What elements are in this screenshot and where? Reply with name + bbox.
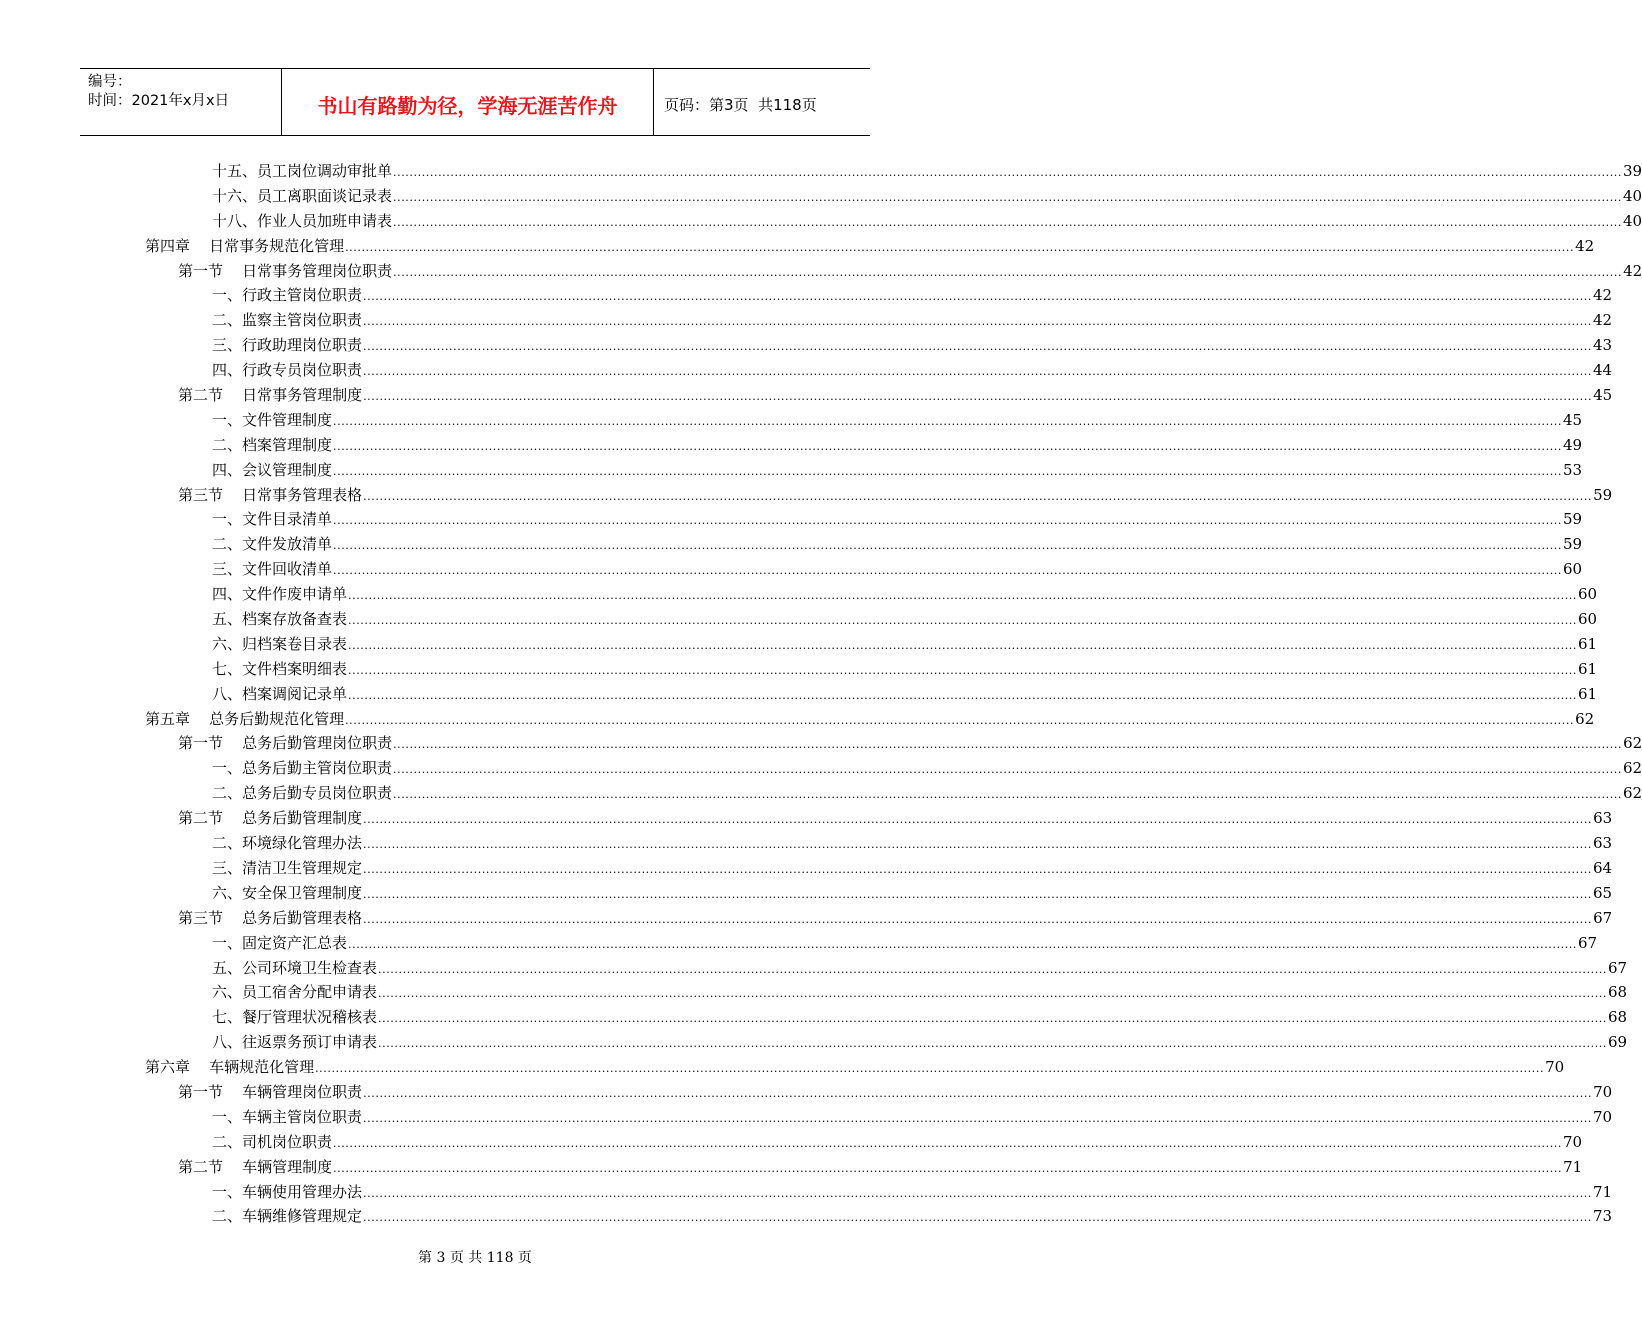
toc-entry[interactable] [0, 507, 1583, 532]
toc-leader-dots: ............................................................................................................................................................................................................................................................................................................ [363, 1186, 1592, 1200]
toc-entry-title: 三、文件回收清单 [212, 560, 333, 579]
toc-entry[interactable] [0, 657, 1598, 682]
toc-leader-dots: ............................................................................................................................................................................................................................................................................................................ [333, 564, 1562, 578]
toc-entry-title: 六、归档案卷目录表 [212, 634, 348, 653]
toc-entry[interactable] [0, 308, 1613, 333]
toc-entry[interactable] [0, 483, 1613, 508]
toc-entry-page: 71 [1563, 1157, 1583, 1176]
toc-entry-page: 62 [1623, 784, 1642, 803]
toc-leader-dots: ............................................................................................................................................................................................................................................................................................................ [333, 514, 1562, 528]
toc-entry-page: 62 [1575, 709, 1595, 728]
toc-entry-page: 71 [1593, 1182, 1613, 1201]
toc-entry[interactable] [0, 682, 1598, 707]
page-footer: 第 3 页 共 118 页 [418, 1250, 532, 1266]
toc-entry[interactable] [0, 333, 1613, 358]
toc-leader-dots: ............................................................................................................................................................................................................................................................................................................ [363, 838, 1592, 852]
toc-entry[interactable] [0, 1080, 1613, 1105]
toc-leader-dots: ............................................................................................................................................................................................................................................................................................................ [345, 240, 1575, 254]
toc-leader-dots: ............................................................................................................................................................................................................................................................................................................ [333, 539, 1562, 553]
toc-leader-dots: ............................................................................................................................................................................................................................................................................................................ [393, 190, 1622, 204]
toc-entry[interactable] [0, 532, 1583, 557]
toc-entry[interactable] [0, 632, 1598, 657]
toc-entry-page: 61 [1578, 659, 1598, 678]
toc-entry[interactable] [0, 906, 1613, 931]
toc-entry-title: 一、固定资产汇总表 [212, 933, 348, 952]
toc-entry-title: 十六、员工离职面谈记录表 [212, 186, 393, 205]
toc-entry-title: 十五、员工岗位调动审批单 [212, 162, 393, 180]
toc-entry-page: 70 [1545, 1058, 1565, 1077]
toc-entry[interactable] [0, 980, 1628, 1005]
header-motto: 书山有路勤为径，学海无涯苦作舟 [282, 69, 654, 135]
toc-leader-dots: ............................................................................................................................................................................................................................................................................................................ [333, 1161, 1563, 1175]
toc-entry-title: 第一节 总务后勤管理岗位职责 [178, 734, 393, 753]
toc-leader-dots: ............................................................................................................................................................................................................................................................................................................ [378, 1012, 1607, 1026]
toc-leader-dots: ............................................................................................................................................................................................................................................................................................................ [378, 1037, 1607, 1051]
toc-entry-title: 二、监察主管岗位职责 [212, 311, 363, 330]
toc-entry[interactable] [0, 1030, 1628, 1055]
toc-entry-title: 六、员工宿舍分配申请表 [212, 983, 378, 1002]
toc-leader-dots: ............................................................................................................................................................................................................................................................................................................ [393, 788, 1622, 802]
toc-entry-title: 三、清洁卫生管理规定 [212, 858, 363, 877]
toc-entry-page: 40 [1623, 186, 1642, 205]
toc-entry-page: 59 [1593, 485, 1613, 504]
toc-entry[interactable] [0, 557, 1583, 582]
toc-entry-title: 一、总务后勤主管岗位职责 [212, 759, 393, 778]
toc-entry-page: 53 [1563, 460, 1583, 479]
toc-leader-dots: ............................................................................................................................................................................................................................................................................................................ [393, 166, 1622, 179]
toc-leader-dots: ............................................................................................................................................................................................................................................................................................................ [348, 638, 1577, 652]
toc-leader-dots: ............................................................................................................................................................................................................................................................................................................ [363, 365, 1592, 379]
toc-leader-dots: ............................................................................................................................................................................................................................................................................................................ [333, 1136, 1562, 1150]
toc-leader-dots: ............................................................................................................................................................................................................................................................................................................ [348, 663, 1577, 677]
toc-entry-title: 第二节 车辆管理制度 [178, 1157, 333, 1176]
toc-entry-title: 七、文件档案明细表 [212, 659, 348, 678]
toc-entry-title: 二、总务后勤专员岗位职责 [212, 784, 393, 803]
toc-leader-dots: ............................................................................................................................................................................................................................................................................................................ [363, 315, 1592, 329]
toc-leader-dots: ............................................................................................................................................................................................................................................................................................................ [363, 1111, 1592, 1125]
toc-entry-page: 60 [1578, 610, 1598, 629]
toc-entry-page: 60 [1578, 585, 1598, 604]
toc-leader-dots: ............................................................................................................................................................................................................................................................................................................ [345, 713, 1575, 727]
toc-entry-title: 一、文件管理制度 [212, 410, 333, 429]
toc-entry-title: 五、档案存放备查表 [212, 610, 348, 629]
toc-entry-page: 40 [1623, 211, 1642, 230]
toc-entry[interactable] [0, 806, 1613, 831]
toc-entry[interactable] [0, 1204, 1613, 1229]
toc-entry-title: 四、会议管理制度 [212, 460, 333, 479]
toc-entry[interactable] [0, 881, 1613, 906]
toc-entry-page: 63 [1593, 834, 1613, 853]
table-of-contents [0, 159, 1642, 1229]
toc-leader-dots: ............................................................................................................................................................................................................................................................................................................ [393, 738, 1623, 752]
toc-leader-dots: ............................................................................................................................................................................................................................................................................................................ [363, 887, 1592, 901]
toc-entry[interactable] [0, 234, 1595, 259]
toc-leader-dots: ............................................................................................................................................................................................................................................................................................................ [393, 763, 1622, 777]
toc-entry[interactable] [0, 582, 1598, 607]
toc-entry[interactable] [0, 856, 1613, 881]
toc-entry-page: 62 [1623, 759, 1642, 778]
toc-entry-page: 45 [1593, 386, 1613, 405]
toc-entry[interactable] [0, 831, 1613, 856]
toc-entry-page: 45 [1563, 410, 1583, 429]
toc-entry[interactable] [0, 408, 1583, 433]
toc-entry[interactable] [0, 756, 1642, 781]
toc-entry-page: 61 [1578, 684, 1598, 703]
toc-entry-title: 二、文件发放清单 [212, 535, 333, 554]
toc-entry-title: 一、文件目录清单 [212, 510, 333, 529]
toc-entry[interactable] [0, 931, 1598, 956]
toc-entry-page: 65 [1593, 883, 1613, 902]
toc-entry-page: 60 [1563, 560, 1583, 579]
toc-entry-page: 62 [1623, 734, 1642, 753]
toc-entry-title: 第四章 日常事务规范化管理 [145, 236, 345, 255]
toc-entry[interactable] [0, 1130, 1583, 1155]
toc-entry-title: 七、餐厅管理状况稽核表 [212, 1008, 378, 1027]
toc-entry-title: 第三节 总务后勤管理表格 [178, 908, 363, 927]
toc-entry-page: 42 [1593, 286, 1613, 305]
toc-leader-dots: ............................................................................................................................................................................................................................................................................................................ [348, 937, 1577, 951]
toc-leader-dots: ............................................................................................................................................................................................................................................................................................................ [378, 962, 1607, 976]
toc-entry-page: 49 [1563, 435, 1583, 454]
toc-leader-dots: ............................................................................................................................................................................................................................................................................................................ [348, 614, 1577, 628]
toc-entry[interactable] [0, 159, 1642, 184]
document-number-label: 编号： [88, 74, 132, 90]
toc-leader-dots: ............................................................................................................................................................................................................................................................................................................ [363, 912, 1593, 926]
toc-entry-title: 第一节 车辆管理岗位职责 [178, 1082, 363, 1101]
toc-entry-title: 六、安全保卫管理制度 [212, 883, 363, 902]
toc-entry[interactable] [0, 184, 1642, 209]
toc-entry-page: 59 [1563, 510, 1583, 529]
toc-entry-title: 二、车辆维修管理规定 [212, 1207, 363, 1226]
toc-entry-page: 42 [1575, 236, 1595, 255]
toc-entry-page: 70 [1563, 1132, 1583, 1151]
toc-entry-title: 一、行政主管岗位职责 [212, 286, 363, 305]
toc-entry-page: 70 [1593, 1107, 1613, 1126]
toc-leader-dots: ............................................................................................................................................................................................................................................................................................................ [363, 862, 1592, 876]
toc-entry-title: 八、档案调阅记录单 [212, 684, 348, 703]
toc-entry-title: 十八、作业人员加班申请表 [212, 211, 393, 230]
toc-entry-title: 八、往返票务预订申请表 [212, 1033, 378, 1052]
toc-entry[interactable] [0, 956, 1628, 981]
toc-entry-title: 二、档案管理制度 [212, 435, 333, 454]
toc-entry-page: 67 [1608, 958, 1628, 977]
toc-leader-dots: ............................................................................................................................................................................................................................................................................................................ [363, 1211, 1592, 1225]
toc-entry-page: 63 [1593, 809, 1613, 828]
toc-entry[interactable] [0, 781, 1642, 806]
toc-entry-title: 四、行政专员岗位职责 [212, 361, 363, 380]
toc-leader-dots: ............................................................................................................................................................................................................................................................................................................ [393, 215, 1622, 229]
toc-leader-dots: ............................................................................................................................................................................................................................................................................................................ [333, 414, 1562, 428]
toc-leader-dots: ............................................................................................................................................................................................................................................................................................................ [315, 1062, 1545, 1076]
toc-entry-title: 二、环境绿化管理办法 [212, 834, 363, 853]
toc-entry-title: 第二节 总务后勤管理制度 [178, 809, 363, 828]
header-meta [80, 69, 282, 135]
toc-entry-page: 42 [1593, 311, 1613, 330]
toc-entry-title: 一、车辆主管岗位职责 [212, 1107, 363, 1126]
toc-leader-dots: ............................................................................................................................................................................................................................................................................................................ [363, 340, 1592, 354]
toc-entry-page: 67 [1578, 933, 1598, 952]
toc-leader-dots: ............................................................................................................................................................................................................................................................................................................ [348, 688, 1577, 702]
toc-entry[interactable] [0, 433, 1583, 458]
toc-entry[interactable] [0, 607, 1598, 632]
toc-leader-dots: ............................................................................................................................................................................................................................................................................................................ [333, 464, 1562, 478]
toc-entry-title: 第五章 总务后勤规范化管理 [145, 709, 345, 728]
toc-entry[interactable] [0, 283, 1613, 308]
toc-leader-dots: ............................................................................................................................................................................................................................................................................................................ [363, 489, 1593, 503]
toc-entry[interactable] [0, 1105, 1613, 1130]
toc-leader-dots: ............................................................................................................................................................................................................................................................................................................ [363, 290, 1592, 304]
toc-entry-page: 68 [1608, 983, 1628, 1002]
toc-entry[interactable] [0, 1005, 1628, 1030]
toc-entry-page: 43 [1593, 336, 1613, 355]
toc-entry[interactable] [0, 383, 1613, 408]
toc-entry-page: 67 [1593, 908, 1613, 927]
toc-entry-page: 39 [1623, 162, 1642, 180]
toc-entry[interactable] [0, 259, 1642, 284]
toc-entry[interactable] [0, 1155, 1583, 1180]
toc-entry-page: 59 [1563, 535, 1583, 554]
toc-entry-title: 五、公司环境卫生检查表 [212, 958, 378, 977]
toc-entry-title: 四、文件作废申请单 [212, 585, 348, 604]
toc-leader-dots: ............................................................................................................................................................................................................................................................................................................ [363, 813, 1593, 827]
toc-entry-title: 第六章 车辆规范化管理 [145, 1058, 315, 1077]
document-time-label: 时间：2021年x月x日 [88, 93, 230, 109]
toc-entry[interactable] [0, 707, 1595, 732]
toc-leader-dots: ............................................................................................................................................................................................................................................................................................................ [363, 390, 1593, 404]
toc-entry-page: 69 [1608, 1033, 1628, 1052]
toc-entry-page: 70 [1593, 1082, 1613, 1101]
header-page-info: 页码：第3页 共118页 [664, 95, 817, 114]
toc-entry-title: 第二节 日常事务管理制度 [178, 386, 363, 405]
toc-entry-title: 第三节 日常事务管理表格 [178, 485, 363, 504]
toc-entry[interactable] [0, 458, 1583, 483]
toc-entry[interactable] [0, 1180, 1613, 1205]
toc-leader-dots: ............................................................................................................................................................................................................................................................................................................ [378, 987, 1607, 1001]
toc-entry-page: 68 [1608, 1008, 1628, 1027]
toc-entry-title: 三、行政助理岗位职责 [212, 336, 363, 355]
toc-entry-title: 二、司机岗位职责 [212, 1132, 333, 1151]
toc-entry-page: 64 [1593, 858, 1613, 877]
page-header [80, 68, 870, 136]
toc-leader-dots: ............................................................................................................................................................................................................................................................................................................ [348, 589, 1577, 603]
toc-entry[interactable] [0, 209, 1642, 234]
toc-leader-dots: ............................................................................................................................................................................................................................................................................................................ [363, 1086, 1593, 1100]
toc-entry-title: 一、车辆使用管理办法 [212, 1182, 363, 1201]
toc-entry-page: 42 [1623, 261, 1642, 280]
toc-entry-title: 第一节 日常事务管理岗位职责 [178, 261, 393, 280]
toc-entry[interactable] [0, 358, 1613, 383]
toc-leader-dots: ............................................................................................................................................................................................................................................................................................................ [333, 439, 1562, 453]
toc-entry-page: 61 [1578, 634, 1598, 653]
toc-entry[interactable] [0, 731, 1642, 756]
toc-entry[interactable] [0, 1055, 1565, 1080]
toc-leader-dots: ............................................................................................................................................................................................................................................................................................................ [393, 265, 1623, 279]
toc-entry-page: 73 [1593, 1207, 1613, 1226]
toc-entry-page: 44 [1593, 361, 1613, 380]
